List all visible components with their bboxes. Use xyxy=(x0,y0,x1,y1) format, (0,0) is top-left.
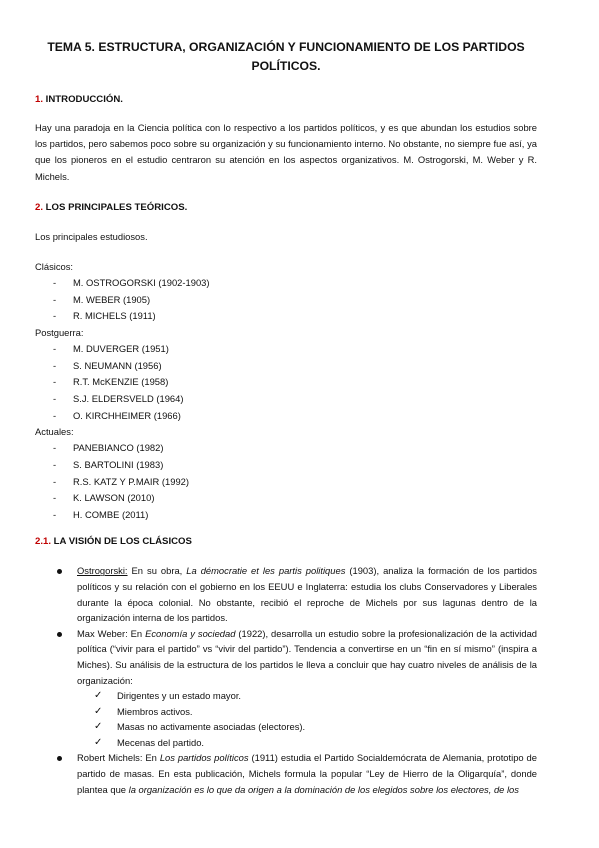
list-item xyxy=(35,308,537,325)
check-item-text: Miembros activos. xyxy=(117,705,193,717)
group-clasicos xyxy=(35,275,537,325)
check-item-text: Masas no activamente asociadas (electores). xyxy=(117,721,306,733)
principales-text: Los principales estudiosos. xyxy=(35,230,148,242)
group-actuales xyxy=(35,440,537,523)
list-item xyxy=(35,490,537,507)
section-2-1-heading xyxy=(35,536,537,547)
bullet-ostrogorski xyxy=(35,563,537,625)
list-item xyxy=(35,358,537,375)
check-item xyxy=(77,719,537,735)
list-item-text: S.J. ELDERSVELD (1964) xyxy=(73,392,184,404)
list-item xyxy=(35,374,537,391)
list-item xyxy=(35,292,537,309)
bullet-text: En su obra, xyxy=(127,565,187,577)
list-item xyxy=(35,440,537,457)
section-2-label: LOS PRINCIPALES TEÓRICOS. xyxy=(43,201,188,213)
dash-marker: - xyxy=(53,392,57,404)
bullet-text: (1903), analiza la formación de los partidos políticos y su relación con el gobierno en los EEUU e Inglaterra: estudia los clubs Conservadores y Liberales durante la época colonial. No obstante, recibió el reproche de Michels por sus lagunas dentro de la organización interna de los partidos. xyxy=(77,565,537,624)
list-item-text: R.S. KATZ Y P.MAIR (1992) xyxy=(73,475,190,487)
list-item xyxy=(35,275,537,292)
section-2-number: 2. xyxy=(35,201,44,213)
checkmark-icon: ✓ xyxy=(94,705,103,717)
intro-paragraph: Hay una paradoja en la Ciencia política con lo respectivo a los partidos políticos, y es que abundan los estudios sobre los partidos, pero sabemos poco sobre su organización y su funcionamiento interno. No obstante, no siempre fue así, ya que los pioneros en el estudio centraron su atención en los aspectos organizativos. M. Ostrogorski, M. Weber y R. Michels. xyxy=(35,122,537,182)
section-1-heading xyxy=(35,94,537,105)
list-item xyxy=(35,507,537,524)
section-2-1-number: 2.1. xyxy=(35,536,52,548)
bullet-michels xyxy=(35,750,537,797)
bullet-dot-icon xyxy=(57,632,62,637)
list-item-text: PANEBIANCO (1982) xyxy=(73,442,164,454)
dash-marker: - xyxy=(53,508,57,520)
checkmark-icon: ✓ xyxy=(94,721,103,733)
dash-marker: - xyxy=(53,310,57,322)
check-item xyxy=(77,704,537,720)
dash-marker: - xyxy=(53,359,57,371)
list-item-text: R. MICHELS (1911) xyxy=(73,310,156,322)
bullet-text: Max Weber: En xyxy=(77,627,146,639)
dash-marker: - xyxy=(53,376,57,388)
group-postguerra xyxy=(35,341,537,424)
theorists-list xyxy=(35,259,537,523)
bullet-text: (1922), desarrolla un estudio sobre la profesionalización de la actividad política (“vivir para el partido” vs “vivir del partido”). Tendencia a convertirse en un “fin en sí mismo” (inspira a Miches). Su análisis de la estructura de los partidos le lleva a concluir que hay cuatro niveles de análisis de la organización: xyxy=(77,627,538,686)
dash-marker: - xyxy=(53,492,57,504)
list-item xyxy=(35,391,537,408)
quote-text: la organización es lo que da origen a la dominación de los elegidos sobre los electores, de los xyxy=(128,783,519,795)
author-name: Ostrogorski: xyxy=(77,565,128,577)
bullet-dot-icon xyxy=(57,569,62,574)
bullet-text: Robert Michels: En xyxy=(77,752,160,764)
list-item-text: M. WEBER (1905) xyxy=(73,293,151,305)
list-item xyxy=(35,474,537,491)
check-item-text: Mecenas del partido. xyxy=(117,736,205,748)
list-item xyxy=(35,457,537,474)
classics-bullet-list xyxy=(35,563,537,797)
checkmark-icon: ✓ xyxy=(94,690,103,702)
list-item xyxy=(35,341,537,358)
dash-marker: - xyxy=(53,442,57,454)
list-item-text: S. NEUMANN (1956) xyxy=(73,359,162,371)
list-item-text: O. KIRCHHEIMER (1966) xyxy=(73,409,181,421)
section-2-heading xyxy=(35,202,537,213)
list-item-text: M. DUVERGER (1951) xyxy=(73,343,169,355)
list-item-text: M. OSTROGORSKI (1902-1903) xyxy=(73,277,210,289)
list-item-text: S. BARTOLINI (1983) xyxy=(73,458,164,470)
section-1-label: INTRODUCCIÓN. xyxy=(43,94,123,105)
group-label-postguerra: Postguerra: xyxy=(35,327,84,338)
dash-marker: - xyxy=(53,277,57,289)
list-item-text: H. COMBE (2011) xyxy=(73,508,149,520)
weber-levels-list xyxy=(77,688,537,750)
section-2-1-label: LA VISIÓN DE LOS CLÁSICOS xyxy=(51,536,192,548)
group-label-actuales: Actuales: xyxy=(35,426,74,438)
work-title: Los partidos políticos xyxy=(159,752,249,764)
dash-marker: - xyxy=(53,475,57,487)
document-title: TEMA 5. ESTRUCTURA, ORGANIZACIÓN Y FUNCIONAMIENTO DE LOS PARTIDOS POLÍTICOS. xyxy=(47,40,525,73)
section-1-number: 1. xyxy=(35,94,44,105)
check-item xyxy=(77,735,537,751)
bullet-dot-icon xyxy=(57,756,62,761)
check-item xyxy=(77,688,537,704)
list-item-text: R.T. McKENZIE (1958) xyxy=(73,376,169,388)
group-label-clasicos: Clásicos: xyxy=(35,261,74,273)
dash-marker: - xyxy=(53,458,57,470)
dash-marker: - xyxy=(53,409,57,421)
bullet-weber xyxy=(35,626,537,751)
checkmark-icon: ✓ xyxy=(94,736,103,748)
list-item xyxy=(35,408,537,425)
work-title: La démocratie et les partis politiques xyxy=(186,565,346,577)
dash-marker: - xyxy=(53,343,57,355)
dash-marker: - xyxy=(53,293,57,305)
work-title: Economía y sociedad xyxy=(145,627,236,639)
check-item-text: Dirigentes y un estado mayor. xyxy=(117,690,242,702)
list-item-text: K. LAWSON (2010) xyxy=(73,492,155,504)
bullet-text: (1911) estudia el Partido Socialdemócrata de Alemania, prototipo de partido de masas. En esta publicación, Michels formula la popular “Ley de Hierro de la Oligarquía”, donde plantea que xyxy=(77,752,537,795)
